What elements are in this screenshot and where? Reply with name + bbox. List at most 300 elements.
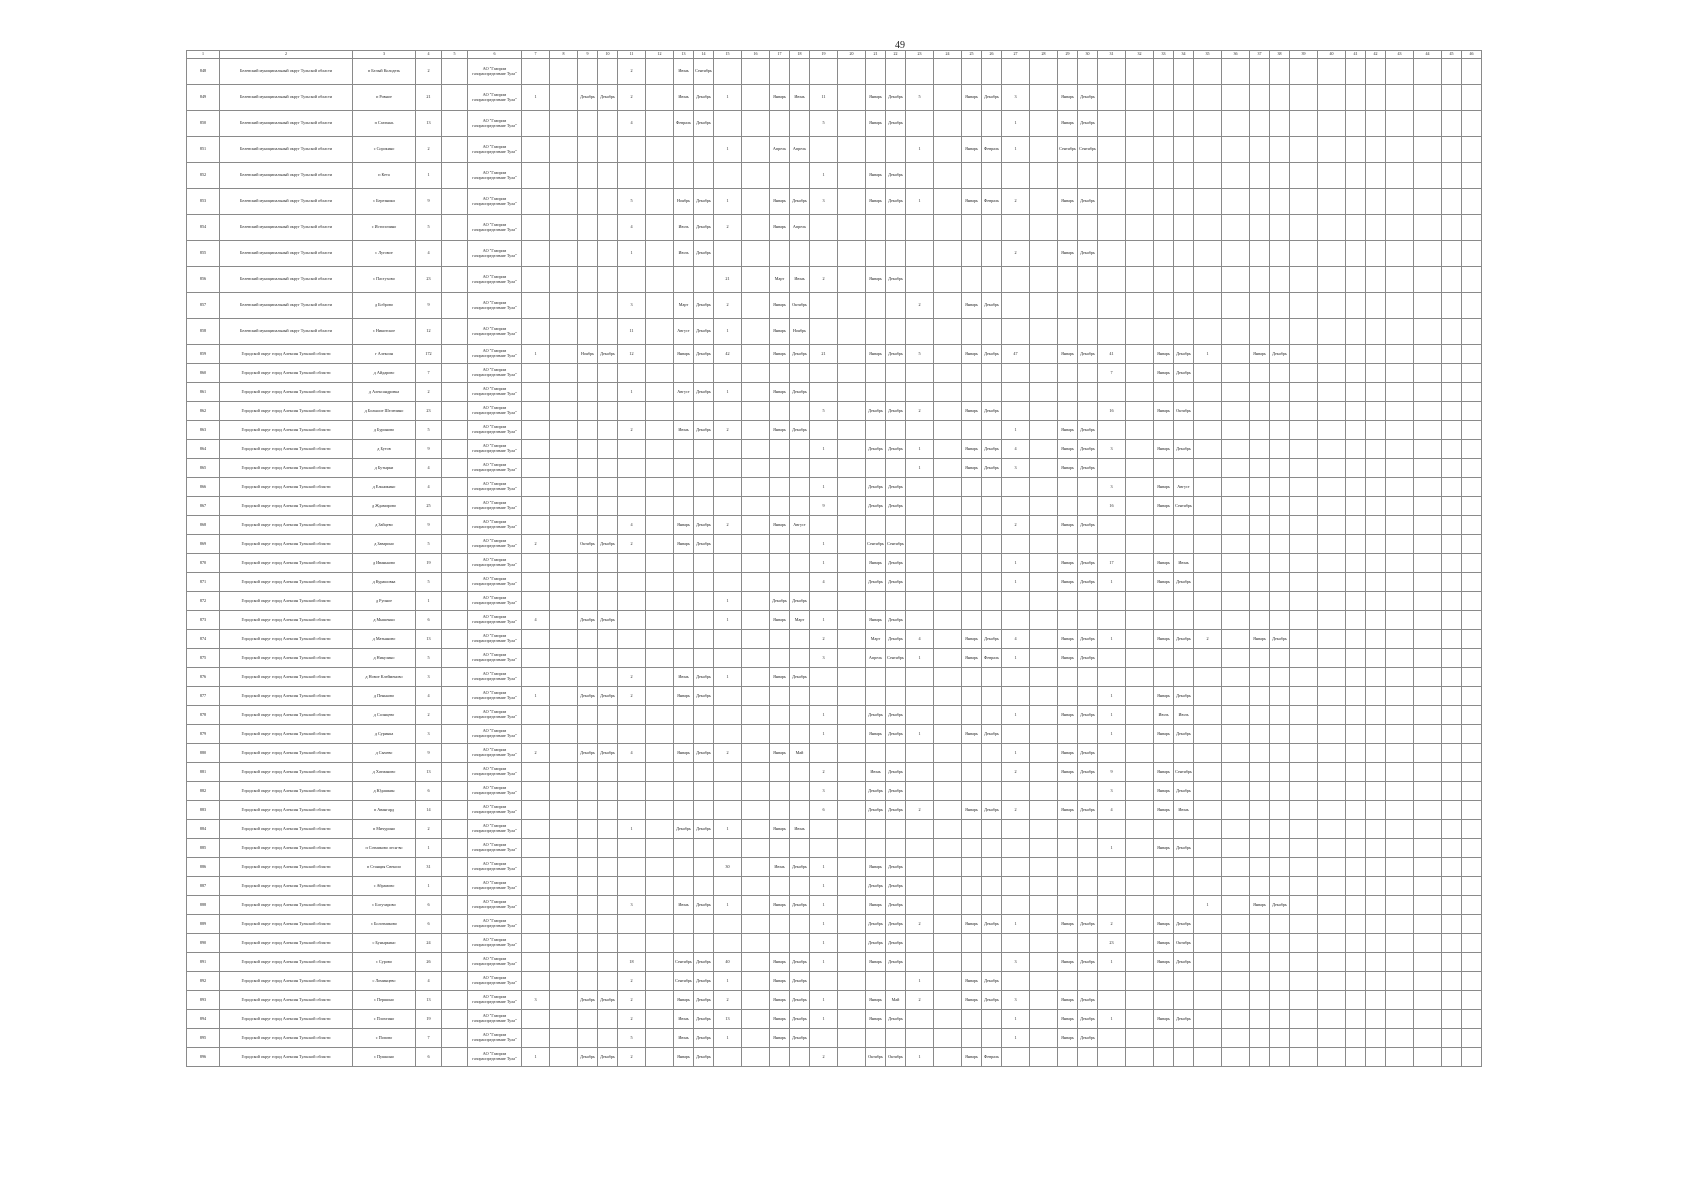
schedule-cell: Декабрь	[1174, 839, 1194, 858]
empty-cell	[1222, 858, 1250, 877]
empty-cell	[1250, 137, 1270, 163]
empty-cell	[1442, 293, 1462, 319]
empty-cell	[1346, 687, 1366, 706]
schedule-cell: Октябрь	[1174, 934, 1194, 953]
empty-cell	[962, 839, 982, 858]
settlement-cell: п Сахтынь	[353, 111, 416, 137]
schedule-cell: 4	[1002, 630, 1030, 649]
empty-cell	[1030, 215, 1058, 241]
empty-cell	[646, 953, 674, 972]
households-cell: 9	[416, 744, 442, 763]
schedule-cell: Сентябрь	[1174, 763, 1194, 782]
empty-cell	[1462, 163, 1482, 189]
empty-cell	[1442, 1010, 1462, 1029]
empty-cell	[1030, 649, 1058, 668]
empty-cell	[906, 319, 934, 345]
empty-cell	[906, 1010, 934, 1029]
empty-cell	[838, 293, 866, 319]
empty-cell	[1174, 137, 1194, 163]
schedule-cell: Декабрь	[1078, 440, 1098, 459]
empty-cell	[522, 630, 550, 649]
empty-cell	[1346, 59, 1366, 85]
empty-cell	[790, 59, 810, 85]
schedule-cell: 21	[714, 267, 742, 293]
row-number-cell: 874	[187, 630, 220, 649]
schedule-cell: Декабрь	[694, 1029, 714, 1048]
empty-cell	[838, 554, 866, 573]
empty-cell	[982, 554, 1002, 573]
empty-cell	[906, 953, 934, 972]
empty-cell	[1346, 440, 1366, 459]
empty-cell	[598, 516, 618, 535]
schedule-cell: Декабрь	[1078, 345, 1098, 364]
empty-cell	[1194, 535, 1222, 554]
empty-cell	[982, 497, 1002, 516]
empty-cell	[1366, 215, 1386, 241]
schedule-cell: 4	[522, 611, 550, 630]
empty-cell	[1414, 163, 1442, 189]
table-row	[187, 215, 1482, 241]
empty-cell	[442, 820, 468, 839]
empty-cell	[770, 687, 790, 706]
table-row	[187, 459, 1482, 478]
schedule-cell: 9	[810, 497, 838, 516]
empty-cell	[866, 215, 886, 241]
empty-cell	[550, 459, 578, 478]
schedule-cell: Декабрь	[886, 497, 906, 516]
empty-cell	[1290, 402, 1318, 421]
empty-cell	[1386, 516, 1414, 535]
empty-cell	[550, 858, 578, 877]
schedule-cell: 5	[906, 85, 934, 111]
row-number-cell: 859	[187, 345, 220, 364]
empty-cell	[1290, 516, 1318, 535]
empty-cell	[906, 383, 934, 402]
empty-cell	[1194, 725, 1222, 744]
empty-cell	[1462, 877, 1482, 896]
empty-cell	[1174, 896, 1194, 915]
empty-cell	[1222, 163, 1250, 189]
row-number-cell: 860	[187, 364, 220, 383]
schedule-cell: Январь	[770, 1010, 790, 1029]
empty-cell	[578, 1010, 598, 1029]
empty-cell	[962, 573, 982, 592]
schedule-cell: Январь	[1058, 915, 1078, 934]
empty-cell	[550, 267, 578, 293]
empty-cell	[674, 478, 694, 497]
table-row	[187, 421, 1482, 440]
empty-cell	[1318, 820, 1346, 839]
column-header: 40	[1318, 51, 1346, 59]
empty-cell	[1194, 668, 1222, 687]
column-header: 21	[866, 51, 886, 59]
organization-cell: АО "Газпром газораспределение Тула"	[468, 1029, 522, 1048]
empty-cell	[646, 649, 674, 668]
empty-cell	[550, 953, 578, 972]
empty-cell	[1290, 611, 1318, 630]
empty-cell	[1462, 364, 1482, 383]
schedule-cell: Сентябрь	[674, 972, 694, 991]
empty-cell	[1194, 402, 1222, 421]
schedule-cell: Декабрь	[1078, 241, 1098, 267]
empty-cell	[1058, 668, 1078, 687]
organization-cell: АО "Газпром газораспределение Тула"	[468, 611, 522, 630]
empty-cell	[1154, 85, 1174, 111]
schedule-cell: 2	[906, 991, 934, 1010]
row-number-cell: 858	[187, 319, 220, 345]
empty-cell	[1222, 1010, 1250, 1029]
empty-cell	[866, 319, 886, 345]
empty-cell	[1386, 293, 1414, 319]
empty-cell	[1318, 402, 1346, 421]
empty-cell	[1126, 345, 1154, 364]
empty-cell	[442, 189, 468, 215]
empty-cell	[550, 877, 578, 896]
empty-cell	[1222, 59, 1250, 85]
empty-cell	[1250, 554, 1270, 573]
empty-cell	[934, 972, 962, 991]
empty-cell	[906, 763, 934, 782]
empty-cell	[646, 1029, 674, 1048]
empty-cell	[934, 782, 962, 801]
empty-cell	[1462, 1048, 1482, 1067]
empty-cell	[1346, 85, 1366, 111]
schedule-cell: Декабрь	[694, 241, 714, 267]
empty-cell	[1414, 592, 1442, 611]
empty-cell	[1030, 687, 1058, 706]
empty-cell	[1250, 1029, 1270, 1048]
row-number-cell: 883	[187, 801, 220, 820]
schedule-cell: Январь	[770, 896, 790, 915]
empty-cell	[906, 1029, 934, 1048]
empty-cell	[1462, 611, 1482, 630]
empty-cell	[522, 319, 550, 345]
empty-cell	[838, 59, 866, 85]
empty-cell	[674, 782, 694, 801]
empty-cell	[618, 611, 646, 630]
empty-cell	[1154, 858, 1174, 877]
empty-cell	[742, 592, 770, 611]
empty-cell	[578, 782, 598, 801]
empty-cell	[1346, 972, 1366, 991]
schedule-cell: 1	[618, 383, 646, 402]
empty-cell	[1346, 189, 1366, 215]
empty-cell	[1442, 364, 1462, 383]
empty-cell	[1194, 858, 1222, 877]
empty-cell	[1346, 383, 1366, 402]
empty-cell	[1098, 137, 1126, 163]
empty-cell	[522, 706, 550, 725]
empty-cell	[838, 364, 866, 383]
empty-cell	[1126, 1010, 1154, 1029]
table-row	[187, 383, 1482, 402]
organization-cell: АО "Газпром газораспределение Тула"	[468, 820, 522, 839]
empty-cell	[1386, 858, 1414, 877]
empty-cell	[1290, 896, 1318, 915]
empty-cell	[1030, 915, 1058, 934]
empty-cell	[742, 573, 770, 592]
schedule-cell: 1	[810, 1010, 838, 1029]
schedule-cell: Декабрь	[886, 782, 906, 801]
schedule-cell: Декабрь	[694, 293, 714, 319]
empty-cell	[1250, 820, 1270, 839]
empty-cell	[1194, 1010, 1222, 1029]
schedule-cell: Январь	[770, 611, 790, 630]
empty-cell	[1318, 459, 1346, 478]
settlement-cell: д Бутов	[353, 440, 416, 459]
empty-cell	[1126, 59, 1154, 85]
empty-cell	[1386, 345, 1414, 364]
empty-cell	[646, 421, 674, 440]
empty-cell	[442, 516, 468, 535]
empty-cell	[442, 215, 468, 241]
empty-cell	[598, 383, 618, 402]
empty-cell	[1194, 421, 1222, 440]
schedule-cell: Декабрь	[598, 345, 618, 364]
empty-cell	[810, 820, 838, 839]
empty-cell	[1030, 896, 1058, 915]
schedule-table	[186, 50, 1482, 1067]
empty-cell	[1442, 478, 1462, 497]
empty-cell	[1346, 649, 1366, 668]
empty-cell	[1414, 877, 1442, 896]
empty-cell	[1462, 459, 1482, 478]
settlement-cell: с Болотниково	[353, 915, 416, 934]
schedule-cell: 1	[522, 1048, 550, 1067]
empty-cell	[1222, 611, 1250, 630]
empty-cell	[982, 953, 1002, 972]
empty-cell	[442, 554, 468, 573]
empty-cell	[1386, 915, 1414, 934]
empty-cell	[1414, 402, 1442, 421]
empty-cell	[790, 630, 810, 649]
schedule-cell: Январь	[1154, 573, 1174, 592]
schedule-cell: Декабрь	[578, 1048, 598, 1067]
empty-cell	[1318, 478, 1346, 497]
empty-cell	[1222, 934, 1250, 953]
empty-cell	[1270, 953, 1290, 972]
schedule-cell: Январь	[770, 189, 790, 215]
schedule-cell: 1	[714, 972, 742, 991]
schedule-cell: 3	[522, 991, 550, 1010]
empty-cell	[1462, 383, 1482, 402]
empty-cell	[1386, 111, 1414, 137]
empty-cell	[1098, 877, 1126, 896]
settlement-cell: с Абрамово	[353, 877, 416, 896]
empty-cell	[886, 459, 906, 478]
empty-cell	[934, 163, 962, 189]
empty-cell	[1250, 516, 1270, 535]
empty-cell	[1126, 592, 1154, 611]
empty-cell	[1030, 189, 1058, 215]
empty-cell	[838, 858, 866, 877]
organization-cell: АО "Газпром газораспределение Тула"	[468, 896, 522, 915]
empty-cell	[866, 1029, 886, 1048]
empty-cell	[1030, 706, 1058, 725]
settlement-cell: д Новое Клейменово	[353, 668, 416, 687]
empty-cell	[1270, 535, 1290, 554]
schedule-cell: Июль	[674, 215, 694, 241]
empty-cell	[1154, 111, 1174, 137]
empty-cell	[1346, 554, 1366, 573]
empty-cell	[1366, 497, 1386, 516]
empty-cell	[1318, 668, 1346, 687]
empty-cell	[742, 137, 770, 163]
empty-cell	[1098, 1029, 1126, 1048]
empty-cell	[578, 934, 598, 953]
district-cell: Городской округ город Алексин Тульской области	[220, 497, 353, 516]
empty-cell	[906, 668, 934, 687]
table-row	[187, 497, 1482, 516]
schedule-cell: Декабрь	[1174, 953, 1194, 972]
empty-cell	[1414, 85, 1442, 111]
table-row	[187, 345, 1482, 364]
empty-cell	[1030, 85, 1058, 111]
empty-cell	[934, 59, 962, 85]
empty-cell	[1366, 516, 1386, 535]
empty-cell	[790, 782, 810, 801]
empty-cell	[1194, 592, 1222, 611]
organization-cell: АО "Газпром газораспределение Тула"	[468, 725, 522, 744]
empty-cell	[598, 59, 618, 85]
empty-cell	[1462, 896, 1482, 915]
schedule-cell: 4	[1002, 440, 1030, 459]
schedule-cell: Январь	[1058, 241, 1078, 267]
empty-cell	[1386, 163, 1414, 189]
row-number-cell: 870	[187, 554, 220, 573]
empty-cell	[1462, 293, 1482, 319]
column-header: 13	[674, 51, 694, 59]
empty-cell	[906, 364, 934, 383]
empty-cell	[1222, 744, 1250, 763]
schedule-cell: 1	[714, 611, 742, 630]
empty-cell	[1250, 163, 1270, 189]
empty-cell	[1290, 991, 1318, 1010]
empty-cell	[714, 364, 742, 383]
column-header: 7	[522, 51, 550, 59]
empty-cell	[1030, 111, 1058, 137]
district-cell: Городской округ город Алексин Тульской области	[220, 345, 353, 364]
empty-cell	[1290, 953, 1318, 972]
settlement-cell: с Ломинцево	[353, 972, 416, 991]
empty-cell	[714, 440, 742, 459]
empty-cell	[1346, 573, 1366, 592]
column-header: 16	[742, 51, 770, 59]
settlement-cell: с Попово	[353, 1029, 416, 1048]
empty-cell	[1270, 858, 1290, 877]
empty-cell	[1442, 163, 1462, 189]
empty-cell	[1098, 535, 1126, 554]
empty-cell	[790, 554, 810, 573]
table-row	[187, 820, 1482, 839]
column-header: 3	[353, 51, 416, 59]
households-cell: 9	[416, 293, 442, 319]
schedule-cell: 1	[1002, 1010, 1030, 1029]
empty-cell	[646, 293, 674, 319]
empty-cell	[598, 934, 618, 953]
empty-cell	[1002, 402, 1030, 421]
empty-cell	[1414, 725, 1442, 744]
empty-cell	[982, 573, 1002, 592]
empty-cell	[962, 163, 982, 189]
settlement-cell: д Айдарово	[353, 364, 416, 383]
empty-cell	[1194, 706, 1222, 725]
schedule-cell: Декабрь	[886, 915, 906, 934]
row-number-cell: 884	[187, 820, 220, 839]
empty-cell	[1442, 877, 1462, 896]
empty-cell	[1318, 85, 1346, 111]
empty-cell	[1194, 801, 1222, 820]
empty-cell	[742, 293, 770, 319]
empty-cell	[1318, 896, 1346, 915]
empty-cell	[598, 592, 618, 611]
empty-cell	[1270, 972, 1290, 991]
district-cell: Городской округ город Алексин Тульской области	[220, 402, 353, 421]
empty-cell	[934, 687, 962, 706]
empty-cell	[618, 459, 646, 478]
households-cell: 7	[416, 364, 442, 383]
empty-cell	[1098, 85, 1126, 111]
empty-cell	[1414, 1048, 1442, 1067]
empty-cell	[1078, 267, 1098, 293]
schedule-cell: Декабрь	[770, 592, 790, 611]
empty-cell	[578, 725, 598, 744]
district-cell: Городской округ город Алексин Тульской области	[220, 877, 353, 896]
empty-cell	[934, 478, 962, 497]
empty-cell	[1250, 649, 1270, 668]
households-cell: 6	[416, 1048, 442, 1067]
table-row	[187, 137, 1482, 163]
empty-cell	[838, 345, 866, 364]
schedule-cell: 1	[810, 725, 838, 744]
schedule-cell: 11	[618, 319, 646, 345]
empty-cell	[1194, 744, 1222, 763]
schedule-cell: Январь	[962, 1048, 982, 1067]
empty-cell	[866, 592, 886, 611]
empty-cell	[1290, 383, 1318, 402]
district-cell: Белевский муниципальный округ Тульской области	[220, 137, 353, 163]
schedule-cell: Январь	[962, 85, 982, 111]
empty-cell	[934, 1048, 962, 1067]
organization-cell: АО "Газпром газораспределение Тула"	[468, 364, 522, 383]
table-row	[187, 478, 1482, 497]
empty-cell	[1346, 516, 1366, 535]
empty-cell	[1174, 215, 1194, 241]
empty-cell	[618, 649, 646, 668]
empty-cell	[1126, 801, 1154, 820]
empty-cell	[578, 649, 598, 668]
empty-cell	[1462, 763, 1482, 782]
column-header: 14	[694, 51, 714, 59]
empty-cell	[906, 858, 934, 877]
empty-cell	[790, 706, 810, 725]
empty-cell	[838, 934, 866, 953]
empty-cell	[1098, 991, 1126, 1010]
empty-cell	[578, 459, 598, 478]
schedule-cell: Январь	[1058, 516, 1078, 535]
empty-cell	[1366, 877, 1386, 896]
schedule-cell: Январь	[866, 953, 886, 972]
empty-cell	[982, 59, 1002, 85]
empty-cell	[1346, 1048, 1366, 1067]
empty-cell	[1098, 241, 1126, 267]
empty-cell	[934, 383, 962, 402]
empty-cell	[1002, 687, 1030, 706]
empty-cell	[1270, 163, 1290, 189]
schedule-cell: Декабрь	[1078, 573, 1098, 592]
empty-cell	[1194, 1048, 1222, 1067]
settlement-cell: с Буныркино	[353, 934, 416, 953]
